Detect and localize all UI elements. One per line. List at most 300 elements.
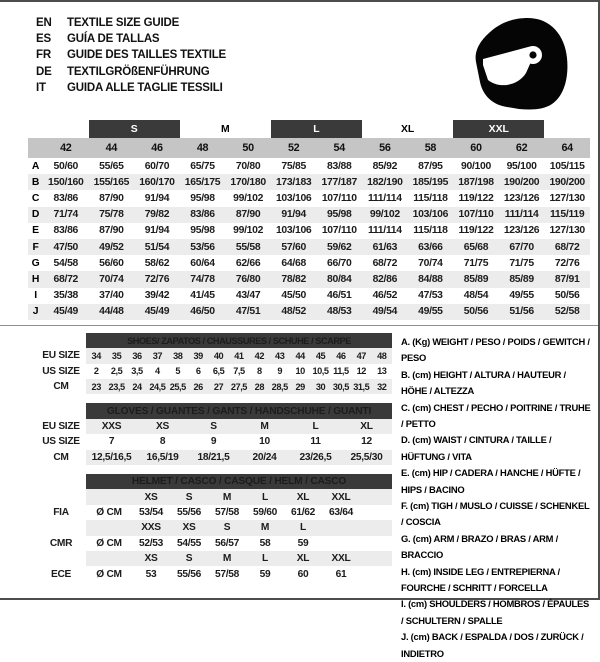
helmet-value: XL xyxy=(284,551,322,566)
language-code: EN xyxy=(36,17,52,29)
size-group-l: L xyxy=(271,120,362,138)
size-number: 48 xyxy=(180,138,226,158)
shoes-row xyxy=(36,379,392,394)
measurement-value: 65/75 xyxy=(190,160,215,172)
shoes-value: 30,5 xyxy=(331,379,351,394)
page-header xyxy=(0,2,598,112)
measurement-value: 85/92 xyxy=(372,160,398,172)
measurement-value: 103/106 xyxy=(408,207,454,223)
size-number: 56 xyxy=(362,138,408,158)
shoes-value: 41 xyxy=(229,348,249,363)
helmet-value: XS xyxy=(132,489,170,504)
measurement-value: 54/58 xyxy=(53,257,79,269)
measurement-value: 87/91 xyxy=(544,271,590,287)
shoes-value: 7,5 xyxy=(233,366,245,377)
size-group-spacer xyxy=(28,120,89,138)
helmet-title-row xyxy=(36,474,392,489)
language-code: FR xyxy=(36,49,51,62)
helmet-value xyxy=(322,536,360,551)
legend-item: D. (cm) WAIST / CINTURA / TAILLE / HÜFTUNG / VITA xyxy=(401,434,552,462)
shoes-row xyxy=(36,364,392,379)
measurement-value: 39/42 xyxy=(144,290,170,302)
measurement-value: 45/49 xyxy=(43,304,89,320)
guide-title: GUIDE DES TAILLES TEXTILE xyxy=(67,49,226,62)
gloves-value: 23/26,5 xyxy=(290,450,341,465)
diameter-unit xyxy=(86,551,132,566)
shoes-value: 27 xyxy=(208,379,228,394)
measurement-value: 75/85 xyxy=(281,160,306,172)
shoes-row xyxy=(36,348,392,363)
measurement-value: 48/52 xyxy=(271,304,317,320)
gloves-value: 16,5/19 xyxy=(137,450,188,465)
shoes-value: 5 xyxy=(175,366,181,377)
helmet-value: 52/53 xyxy=(139,537,163,549)
measurement-value: 95/100 xyxy=(506,160,537,172)
size-number: 64 xyxy=(544,138,590,158)
row-letter: B xyxy=(28,174,43,190)
gloves-row xyxy=(36,434,392,449)
measurement-value: 173/183 xyxy=(271,174,317,190)
measurement-value: 72/76 xyxy=(554,257,580,269)
row-letter: G xyxy=(31,257,40,269)
shoes-value: 27,5 xyxy=(229,379,249,394)
size-number-spacer xyxy=(28,138,43,158)
measurement-value: 111/114 xyxy=(367,192,402,204)
shoes-value: 13 xyxy=(377,366,387,377)
helmet-value: 60 xyxy=(297,568,309,580)
textile-size-table xyxy=(28,120,590,320)
filler-cell xyxy=(360,489,392,504)
diameter-unit xyxy=(86,489,132,504)
measurement-row-i xyxy=(28,288,590,304)
language-code: ES xyxy=(36,33,51,46)
size-number: 46 xyxy=(134,138,180,158)
filler-cell xyxy=(360,520,392,535)
standard-label xyxy=(36,551,86,566)
measurement-value: 107/110 xyxy=(321,192,357,204)
measurement-value: 70/74 xyxy=(89,271,135,287)
diameter-unit: Ø CM xyxy=(96,506,122,518)
helmet-value: S xyxy=(170,551,208,566)
legend-item: E. (cm) HIP / CADERA / HANCHE / HÜFTE / HIPS / BACINO xyxy=(401,467,581,495)
row-letter: F xyxy=(28,239,43,255)
row-label: US SIZE xyxy=(36,434,86,449)
measurement-value: 99/102 xyxy=(233,192,264,204)
measurement-value: 82/86 xyxy=(362,271,408,287)
measurement-value: 74/78 xyxy=(180,271,226,287)
shoes-value: 47 xyxy=(351,348,371,363)
measurement-value: 72/76 xyxy=(134,271,180,287)
measurement-value: 84/88 xyxy=(408,271,454,287)
measurement-value: 103/106 xyxy=(275,225,312,237)
measurement-row-e xyxy=(28,223,590,239)
size-number: 62 xyxy=(499,138,545,158)
measurement-value: 190/200 xyxy=(499,174,545,190)
helmet-value: L xyxy=(246,551,284,566)
row-letter: C xyxy=(31,192,40,204)
shoes-value: 37 xyxy=(147,348,167,363)
measurement-value: 66/70 xyxy=(327,257,352,269)
measurement-value: 127/130 xyxy=(549,225,585,237)
measurement-value: 60/70 xyxy=(144,160,170,172)
gloves-value: 25,5/30 xyxy=(341,450,392,465)
measurement-value: 160/170 xyxy=(134,174,180,190)
measurement-value: 67/70 xyxy=(499,239,545,255)
measurement-row-h xyxy=(28,271,590,287)
measurement-value: 68/72 xyxy=(43,271,89,287)
helmet-value: 56/57 xyxy=(215,537,239,549)
gloves-value: 11 xyxy=(310,436,321,448)
measurement-value: 49/55 xyxy=(408,304,454,320)
measurement-value: 119/122 xyxy=(458,225,494,237)
gloves-row xyxy=(36,419,392,434)
language-row xyxy=(36,64,226,80)
size-number: 60 xyxy=(453,138,499,158)
legend-item: F. (cm) TIGH / MUSLO / CUISSE / SCHENKEL / COSCIA xyxy=(401,499,590,528)
standard-label xyxy=(36,489,86,504)
helmet-value: 58 xyxy=(259,537,271,549)
measurement-value: 53/56 xyxy=(180,239,226,255)
helmet-value: XXL xyxy=(322,489,360,504)
shoes-value: 35 xyxy=(106,348,126,363)
shoes-value: 30 xyxy=(310,379,330,394)
shoes-value: 40 xyxy=(208,348,228,363)
measurement-value: 62/66 xyxy=(235,257,261,269)
measurement-value: 46/50 xyxy=(180,304,226,320)
language-title-list xyxy=(36,15,226,96)
helmet-value: XS xyxy=(170,520,208,535)
measurement-value: 91/94 xyxy=(271,207,317,223)
measurement-value: 85/89 xyxy=(499,271,545,287)
measurement-value: 35/38 xyxy=(53,290,79,302)
measurement-row-f xyxy=(28,239,590,255)
shoes-value: 45 xyxy=(310,348,330,363)
language-row xyxy=(36,31,226,47)
helmet-value: 53 xyxy=(145,568,157,580)
measurement-value: 87/90 xyxy=(225,207,271,223)
measurement-value: 43/47 xyxy=(235,290,261,302)
helmet-row xyxy=(36,489,392,504)
gloves-value: XS xyxy=(137,419,188,434)
language-row xyxy=(36,47,226,63)
measurement-value: 68/72 xyxy=(372,257,398,269)
helmet-value: 55/56 xyxy=(177,568,201,580)
size-number: 42 xyxy=(43,138,89,158)
measurement-value: 170/180 xyxy=(225,174,271,190)
helmet-value: M xyxy=(208,489,246,504)
helmet-row xyxy=(36,551,392,566)
measurement-value: 95/98 xyxy=(190,225,215,237)
measurement-value: 57/60 xyxy=(271,239,317,255)
guide-title: TEXTILE SIZE GUIDE xyxy=(67,17,180,29)
measurement-value: 78/82 xyxy=(271,271,317,287)
gloves-value: XXS xyxy=(86,419,137,434)
measurement-value: 95/98 xyxy=(316,207,362,223)
helmet-value: S xyxy=(170,489,208,504)
diameter-unit xyxy=(86,520,132,535)
helmet-value: XXL xyxy=(322,551,360,566)
row-label: CM xyxy=(36,379,86,394)
gloves-title: GLOVES / GUANTES / GANTS / HANDSCHUHE / GUANTI xyxy=(86,403,392,418)
row-label: EU SIZE xyxy=(36,348,86,363)
measurement-value: 41/45 xyxy=(190,290,215,302)
helmet-value: 57/58 xyxy=(215,506,239,518)
shoes-value: 25,5 xyxy=(168,379,188,394)
title-spacer xyxy=(36,403,86,418)
filler-cell xyxy=(360,551,392,566)
measurement-value: 49/55 xyxy=(509,290,534,302)
measurement-value: 83/86 xyxy=(53,192,79,204)
size-group-xxl: XXL xyxy=(453,120,544,138)
measurement-value: 47/50 xyxy=(43,239,89,255)
accessories-section xyxy=(0,326,598,662)
row-label: EU SIZE xyxy=(36,419,86,434)
measurement-value: 103/106 xyxy=(275,192,312,204)
shoes-value: 36 xyxy=(127,348,147,363)
helmet-value: XL xyxy=(284,489,322,504)
measurement-row-a xyxy=(28,158,590,174)
measurement-value: 165/175 xyxy=(180,174,226,190)
shoes-value: 31,5 xyxy=(351,379,371,394)
helmet-value: S xyxy=(208,520,246,535)
measurement-value: 90/100 xyxy=(461,160,491,172)
measurement-value: 99/102 xyxy=(362,207,408,223)
measurement-value: 47/53 xyxy=(418,290,443,302)
shoes-value: 2,5 xyxy=(110,366,123,377)
shoes-value: 34 xyxy=(86,348,106,363)
measurement-value: 46/51 xyxy=(327,290,352,302)
gloves-value: 8 xyxy=(159,436,166,448)
measurement-value: 58/62 xyxy=(144,257,170,269)
measurement-value: 177/187 xyxy=(316,174,362,190)
language-code: IT xyxy=(36,81,46,94)
measurement-value: 83/88 xyxy=(327,160,352,172)
shoes-value: 8 xyxy=(256,366,262,377)
row-letter: H xyxy=(28,271,43,287)
measurement-value: 187/198 xyxy=(453,174,499,190)
measurement-value: 70/80 xyxy=(235,160,261,172)
measurement-value: 107/110 xyxy=(321,225,357,237)
measurement-value: 50/56 xyxy=(453,304,499,320)
size-number-row xyxy=(28,138,590,158)
helmet-value: M xyxy=(208,551,246,566)
measurement-value: 65/68 xyxy=(453,239,499,255)
helmet-value: 61 xyxy=(335,568,347,580)
gloves-value: XL xyxy=(341,419,392,434)
measurement-value: 63/66 xyxy=(408,239,454,255)
shoes-value: 29 xyxy=(290,379,310,394)
measurement-value: 99/102 xyxy=(233,225,264,237)
measurement-value: 46/52 xyxy=(372,290,398,302)
gloves-row xyxy=(36,450,392,465)
measurement-row-d xyxy=(28,207,590,223)
helmet-row xyxy=(36,566,392,581)
measurement-value: 59/62 xyxy=(316,239,362,255)
measurement-row-j xyxy=(28,304,590,320)
measurement-value: 55/65 xyxy=(99,160,124,172)
guide-title: GUIDA ALLE TAGLIE TESSILI xyxy=(67,81,223,94)
size-number: 44 xyxy=(89,138,135,158)
shoes-value: 32 xyxy=(371,379,392,394)
standard-label: ECE xyxy=(36,566,86,581)
measurement-row-b xyxy=(28,174,590,190)
helmet-value: 59 xyxy=(297,537,309,549)
gloves-title-row xyxy=(36,403,392,418)
gloves-value: L xyxy=(290,419,341,434)
language-code: DE xyxy=(36,65,52,78)
measurement-value: 85/89 xyxy=(453,271,499,287)
measurement-value: 51/56 xyxy=(499,304,545,320)
filler-cell xyxy=(360,505,392,520)
measurement-value: 119/122 xyxy=(458,192,494,204)
helmet-value: XXS xyxy=(132,520,170,535)
measurement-value: 44/48 xyxy=(89,304,135,320)
helmet-value: 57/58 xyxy=(215,568,239,580)
measurement-value: 80/84 xyxy=(316,271,362,287)
row-label: CM xyxy=(36,450,86,465)
shoes-value: 11,5 xyxy=(333,366,349,377)
shoes-value: 6,5 xyxy=(212,366,225,377)
measurement-value: 182/190 xyxy=(362,174,408,190)
helmet-row xyxy=(36,520,392,535)
row-label: US SIZE xyxy=(36,364,86,379)
size-group-s: S xyxy=(89,120,180,138)
measurement-value: 64/68 xyxy=(281,257,306,269)
shoes-value: 24 xyxy=(127,379,147,394)
shoes-title: SHOES/ ZAPATOS / CHAUSSURES / SCHUHE / SCARPE xyxy=(86,333,392,348)
shoes-value: 10,5 xyxy=(312,366,329,377)
measurement-value: 48/54 xyxy=(463,290,489,302)
measurement-value: 83/86 xyxy=(180,207,226,223)
shoes-value: 2 xyxy=(93,366,99,377)
legend-item: C. (cm) CHEST / PECHO / POITRINE / TRUHE / PETTO xyxy=(401,401,591,429)
legend-item: B. (cm) HEIGHT / ALTURA / HAUTEUR / HÖHE / ALTEZZA xyxy=(401,368,566,397)
measurement-value: 50/60 xyxy=(53,160,79,172)
row-letter: I xyxy=(34,290,37,302)
measurement-value: 68/72 xyxy=(544,239,590,255)
measurement-value: 75/78 xyxy=(89,207,135,223)
standard-label xyxy=(36,520,86,535)
measurement-value: 105/115 xyxy=(549,160,585,172)
filler-cell xyxy=(360,566,392,581)
measurement-row-c xyxy=(28,190,590,206)
row-letter: D xyxy=(28,207,43,223)
size-number: 52 xyxy=(271,138,317,158)
shoes-value: 9 xyxy=(277,366,283,377)
shoes-value: 3,5 xyxy=(131,366,143,377)
measurement-value: 123/126 xyxy=(503,192,540,204)
measurement-value: 127/130 xyxy=(549,192,585,204)
measurement-value: 87/90 xyxy=(99,225,124,237)
helmet-value xyxy=(322,520,360,535)
measurement-value: 56/60 xyxy=(99,257,124,269)
row-letter: J xyxy=(28,304,43,320)
measurement-value: 107/110 xyxy=(453,207,499,223)
gloves-value: 7 xyxy=(108,436,115,448)
gloves-size-table xyxy=(36,403,392,465)
size-number: 50 xyxy=(225,138,271,158)
measurement-value: 51/54 xyxy=(134,239,180,255)
helmet-value: M xyxy=(246,520,284,535)
measurement-value: 83/86 xyxy=(53,225,79,237)
legend-item: A. (Kg) WEIGHT / PESO / POIDS / GEWITCH / PESO xyxy=(401,335,590,364)
gloves-value: 12 xyxy=(361,436,372,448)
size-group-xl: XL xyxy=(400,123,415,135)
measurement-legend xyxy=(392,333,592,662)
size-group-spacer xyxy=(544,120,590,138)
helmet-row xyxy=(36,536,392,551)
language-row xyxy=(36,80,226,96)
measurement-value: 71/74 xyxy=(43,207,89,223)
measurement-value: 91/94 xyxy=(144,192,170,204)
measurement-value: 45/50 xyxy=(281,290,306,302)
filler-cell xyxy=(360,536,392,551)
measurement-value: 95/98 xyxy=(190,192,215,204)
shoes-value: 28 xyxy=(249,379,269,394)
gloves-value: M xyxy=(239,419,290,434)
measurement-value: 47/51 xyxy=(225,304,271,320)
measurement-value: 155/165 xyxy=(89,174,135,190)
legend-item: J. (cm) BACK / ESPALDA / DOS / ZURÜCK / INDIETRO xyxy=(401,631,584,659)
diameter-unit: Ø CM xyxy=(96,568,122,580)
measurement-value: 71/75 xyxy=(509,257,534,269)
size-group-m: M xyxy=(220,123,230,135)
helmet-value: 54/55 xyxy=(177,537,201,549)
shoes-value: 39 xyxy=(188,348,208,363)
shoes-value: 24,5 xyxy=(147,379,167,394)
measurement-value: 111/114 xyxy=(499,207,545,223)
row-letter: A xyxy=(31,160,40,172)
measurement-value: 87/95 xyxy=(418,160,443,172)
helmet-icon xyxy=(472,15,572,111)
helmet-row xyxy=(36,505,392,520)
measurement-value: 115/118 xyxy=(413,192,448,204)
size-group-row xyxy=(28,120,590,138)
row-letter: E xyxy=(32,225,39,237)
measurement-value: 185/195 xyxy=(408,174,454,190)
gloves-value: 12,5/16,5 xyxy=(86,450,137,465)
helmet-value: 61/62 xyxy=(291,506,315,518)
measurement-row-g xyxy=(28,255,590,271)
measurement-value: 190/200 xyxy=(544,174,590,190)
measurement-value: 37/40 xyxy=(99,290,124,302)
shoes-value: 23 xyxy=(86,379,106,394)
shoes-size-table xyxy=(36,333,392,395)
shoes-value: 6 xyxy=(195,366,201,377)
helmet-value: 59 xyxy=(259,568,271,580)
measurement-value: 115/119 xyxy=(544,207,590,223)
language-row xyxy=(36,15,226,31)
measurement-value: 111/114 xyxy=(367,225,402,237)
shoes-value: 48 xyxy=(371,348,392,363)
measurement-value: 48/53 xyxy=(316,304,362,320)
standard-label: CMR xyxy=(36,536,86,551)
gloves-value: 10 xyxy=(259,436,270,448)
measurement-value: 91/94 xyxy=(144,225,170,237)
gloves-value: 20/24 xyxy=(239,450,290,465)
measurement-value: 87/90 xyxy=(99,192,124,204)
helmet-value: 59/60 xyxy=(253,506,277,518)
helmet-value: XS xyxy=(132,551,170,566)
diameter-unit: Ø CM xyxy=(96,537,122,549)
measurement-value: 52/58 xyxy=(544,304,590,320)
shoes-value: 10 xyxy=(295,366,305,377)
helmet-value: L xyxy=(284,520,322,535)
measurement-value: 76/80 xyxy=(225,271,271,287)
shoes-value: 44 xyxy=(290,348,310,363)
shoes-value: 28,5 xyxy=(270,379,290,394)
helmet-value: L xyxy=(246,489,284,504)
